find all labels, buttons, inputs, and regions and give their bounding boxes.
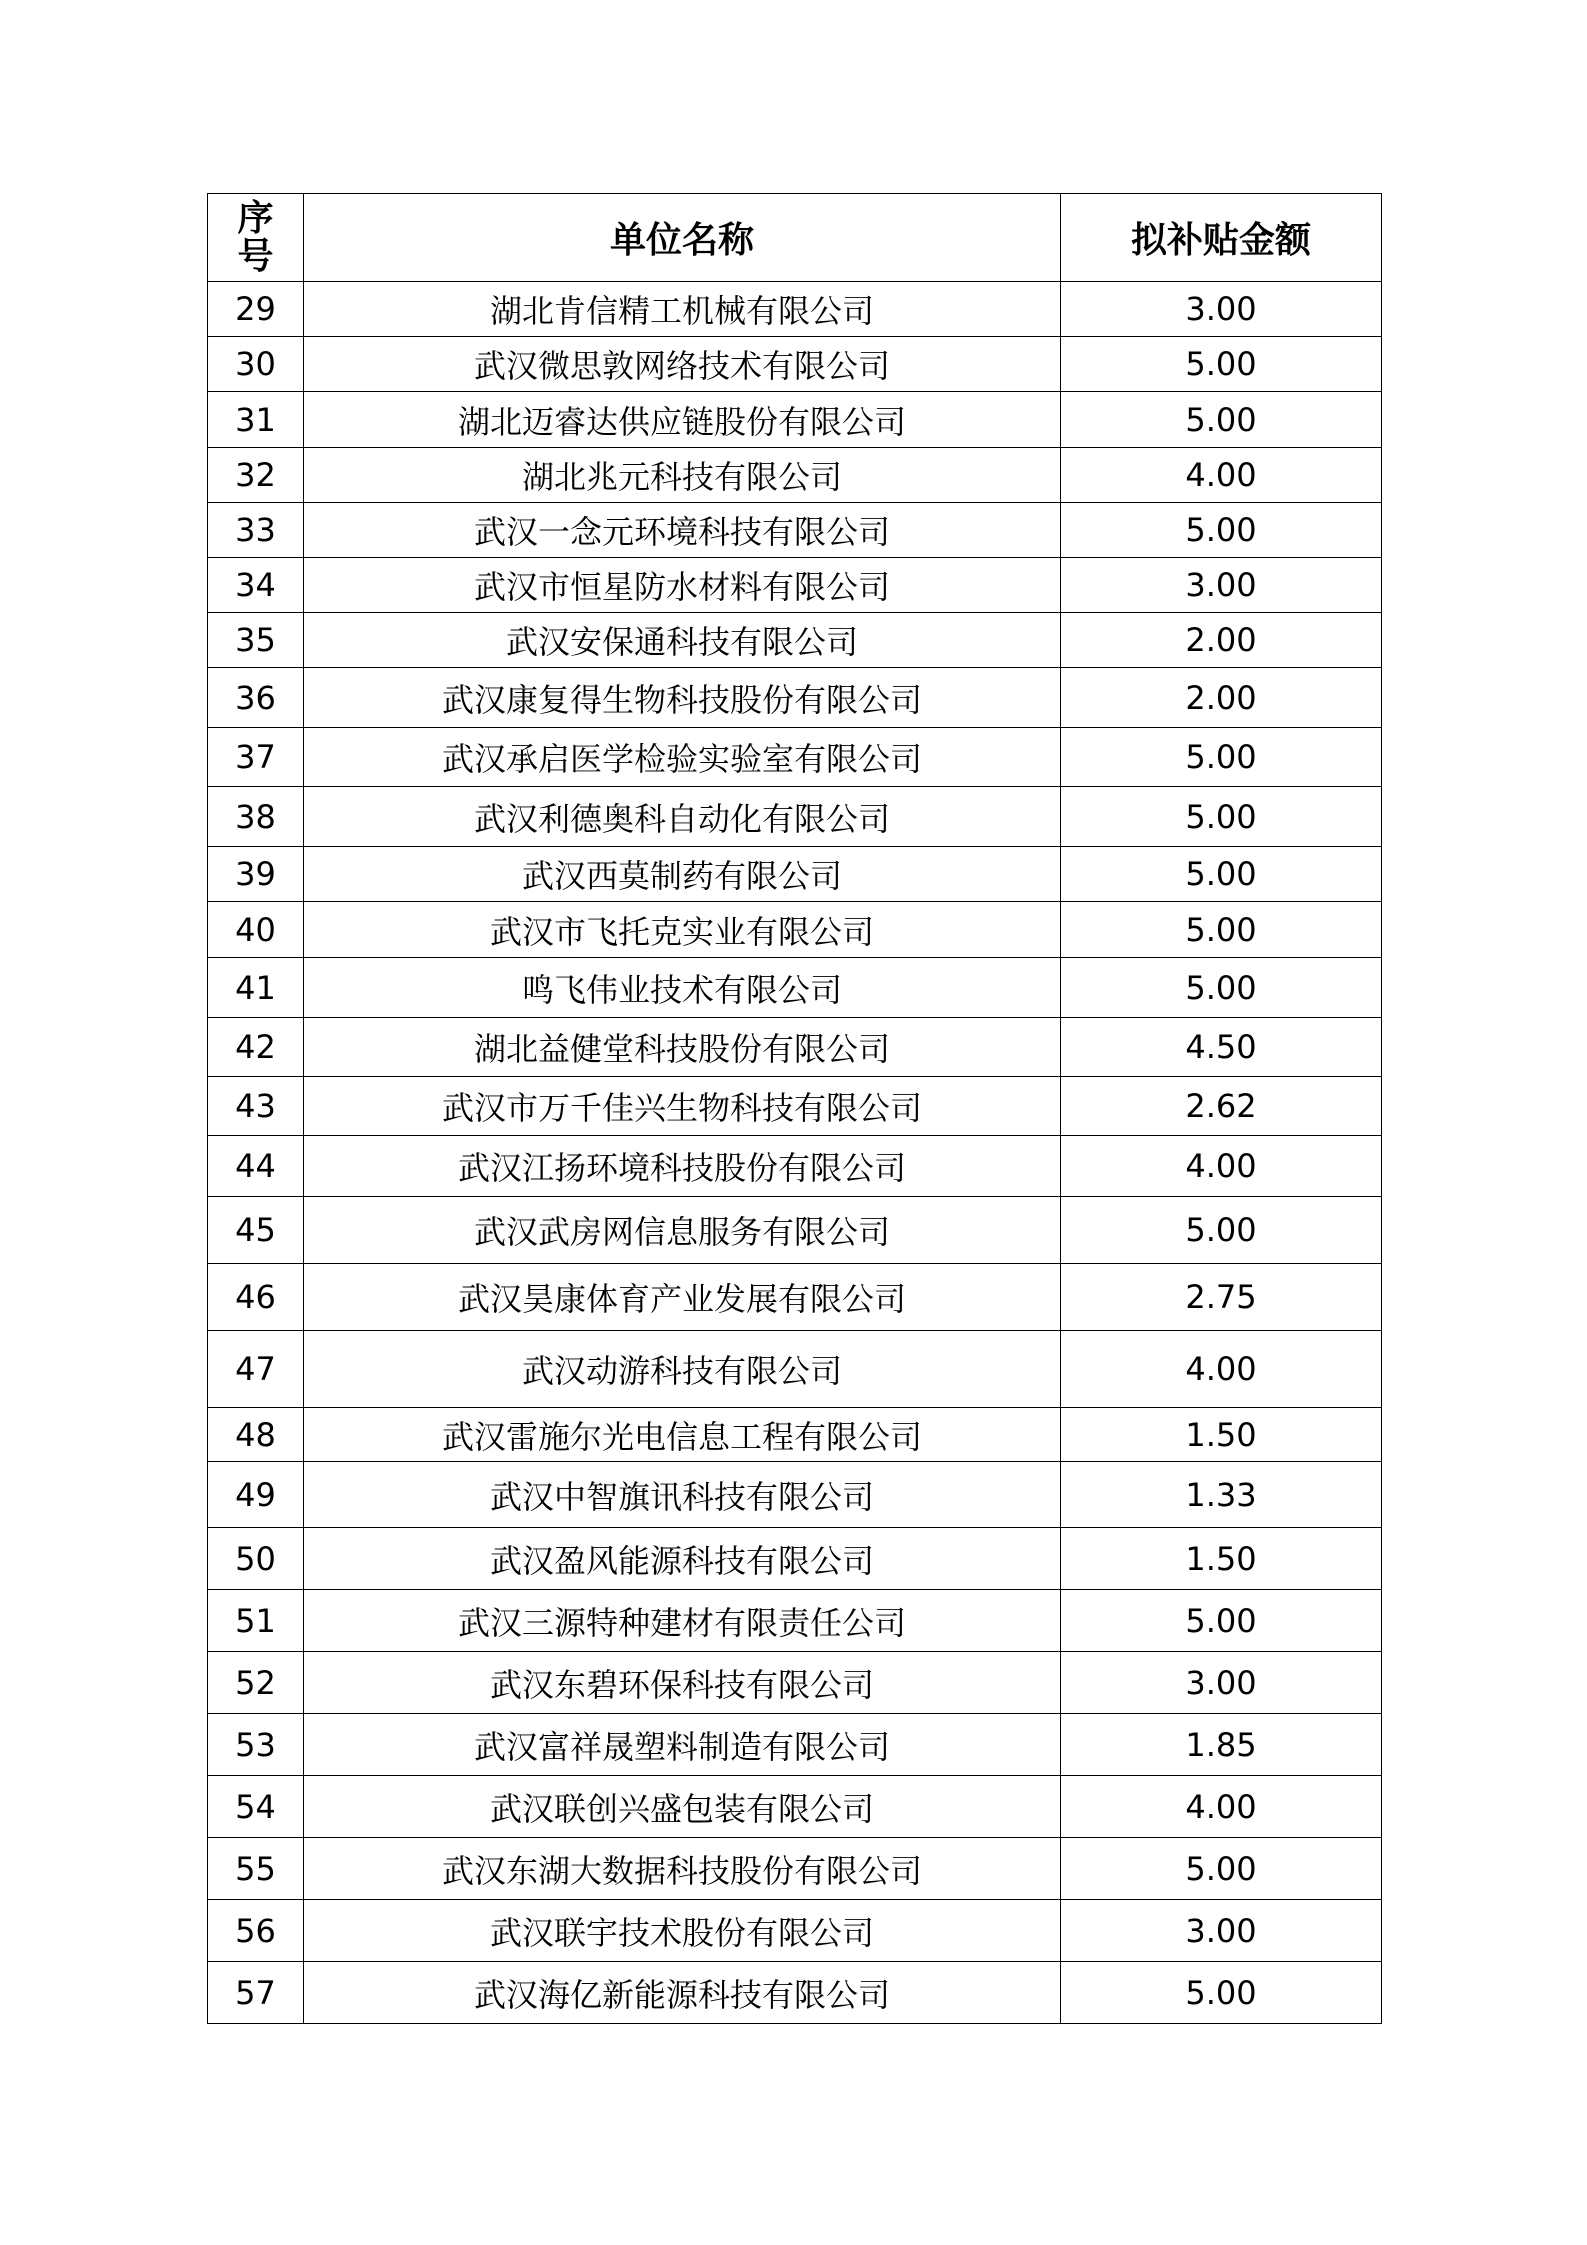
cell-amount: 4.00	[1061, 1136, 1382, 1197]
cell-company-name: 武汉江扬环境科技股份有限公司	[304, 1136, 1061, 1197]
cell-amount: 5.00	[1061, 1590, 1382, 1652]
cell-seq: 53	[208, 1714, 304, 1776]
table-row	[208, 503, 1382, 558]
cell-seq: 46	[208, 1264, 304, 1331]
cell-amount: 3.00	[1061, 1652, 1382, 1714]
cell-seq: 36	[208, 668, 304, 728]
table-row	[208, 1900, 1382, 1962]
header-seq-line2: 号	[237, 235, 274, 277]
cell-seq: 57	[208, 1962, 304, 2024]
cell-seq: 47	[208, 1331, 304, 1408]
cell-company-name: 武汉东碧环保科技有限公司	[304, 1652, 1061, 1714]
header-amount: 拟补贴金额	[1061, 194, 1382, 282]
cell-amount: 5.00	[1061, 958, 1382, 1018]
cell-seq: 31	[208, 392, 304, 448]
table-row	[208, 337, 1382, 392]
table-row	[208, 282, 1382, 337]
cell-company-name: 湖北益健堂科技股份有限公司	[304, 1018, 1061, 1077]
cell-amount: 2.00	[1061, 668, 1382, 728]
cell-company-name: 武汉盈风能源科技有限公司	[304, 1528, 1061, 1590]
cell-seq: 48	[208, 1408, 304, 1462]
cell-company-name: 武汉安保通科技有限公司	[304, 613, 1061, 668]
table-row	[208, 1714, 1382, 1776]
cell-company-name: 武汉三源特种建材有限责任公司	[304, 1590, 1061, 1652]
cell-seq: 43	[208, 1077, 304, 1136]
cell-amount: 5.00	[1061, 728, 1382, 787]
cell-company-name: 武汉承启医学检验实验室有限公司	[304, 728, 1061, 787]
cell-seq: 54	[208, 1776, 304, 1838]
table-row	[208, 448, 1382, 503]
cell-company-name: 武汉利德奥科自动化有限公司	[304, 787, 1061, 847]
cell-amount: 5.00	[1061, 902, 1382, 958]
cell-amount: 3.00	[1061, 558, 1382, 613]
cell-company-name: 武汉武房网信息服务有限公司	[304, 1197, 1061, 1264]
cell-seq: 49	[208, 1462, 304, 1528]
header-seq	[208, 194, 304, 282]
table-row	[208, 613, 1382, 668]
table-row	[208, 1462, 1382, 1528]
cell-amount: 5.00	[1061, 1838, 1382, 1900]
header-name: 单位名称	[304, 194, 1061, 282]
table-row	[208, 847, 1382, 902]
cell-company-name: 武汉西莫制药有限公司	[304, 847, 1061, 902]
cell-company-name: 武汉联创兴盛包装有限公司	[304, 1776, 1061, 1838]
cell-seq: 30	[208, 337, 304, 392]
cell-company-name: 武汉市万千佳兴生物科技有限公司	[304, 1077, 1061, 1136]
cell-amount: 5.00	[1061, 1197, 1382, 1264]
cell-company-name: 湖北兆元科技有限公司	[304, 448, 1061, 503]
cell-company-name: 武汉东湖大数据科技股份有限公司	[304, 1838, 1061, 1900]
cell-amount: 1.50	[1061, 1408, 1382, 1462]
cell-amount: 4.50	[1061, 1018, 1382, 1077]
table-row	[208, 1077, 1382, 1136]
cell-amount: 4.00	[1061, 1776, 1382, 1838]
cell-company-name: 武汉一念元环境科技有限公司	[304, 503, 1061, 558]
cell-seq: 44	[208, 1136, 304, 1197]
cell-amount: 5.00	[1061, 787, 1382, 847]
cell-seq: 39	[208, 847, 304, 902]
cell-company-name: 武汉市飞托克实业有限公司	[304, 902, 1061, 958]
table-row	[208, 1018, 1382, 1077]
cell-seq: 29	[208, 282, 304, 337]
table-row	[208, 728, 1382, 787]
cell-amount: 5.00	[1061, 847, 1382, 902]
cell-company-name: 武汉昊康体育产业发展有限公司	[304, 1264, 1061, 1331]
table-row	[208, 1331, 1382, 1408]
table-row	[208, 958, 1382, 1018]
cell-seq: 34	[208, 558, 304, 613]
cell-seq: 52	[208, 1652, 304, 1714]
cell-seq: 38	[208, 787, 304, 847]
table-row	[208, 1136, 1382, 1197]
cell-seq: 41	[208, 958, 304, 1018]
cell-company-name: 武汉市恒星防水材料有限公司	[304, 558, 1061, 613]
cell-company-name: 武汉动游科技有限公司	[304, 1331, 1061, 1408]
cell-company-name: 武汉中智旗讯科技有限公司	[304, 1462, 1061, 1528]
cell-amount: 2.62	[1061, 1077, 1382, 1136]
cell-seq: 50	[208, 1528, 304, 1590]
header-seq-line1: 序	[237, 197, 274, 239]
cell-amount: 3.00	[1061, 282, 1382, 337]
table-row	[208, 392, 1382, 448]
cell-seq: 37	[208, 728, 304, 787]
cell-company-name: 武汉海亿新能源科技有限公司	[304, 1962, 1061, 2024]
cell-company-name: 武汉富祥晟塑料制造有限公司	[304, 1714, 1061, 1776]
cell-amount: 1.33	[1061, 1462, 1382, 1528]
cell-seq: 35	[208, 613, 304, 668]
table-row	[208, 787, 1382, 847]
cell-company-name: 武汉雷施尔光电信息工程有限公司	[304, 1408, 1061, 1462]
table-row	[208, 1264, 1382, 1331]
cell-seq: 40	[208, 902, 304, 958]
table-row	[208, 1590, 1382, 1652]
subsidy-table	[207, 193, 1382, 2024]
cell-seq: 55	[208, 1838, 304, 1900]
table-row	[208, 1528, 1382, 1590]
cell-amount: 3.00	[1061, 1900, 1382, 1962]
table-body	[208, 282, 1382, 2024]
cell-amount: 5.00	[1061, 392, 1382, 448]
cell-company-name: 鸣飞伟业技术有限公司	[304, 958, 1061, 1018]
cell-amount: 5.00	[1061, 1962, 1382, 2024]
table-row	[208, 1962, 1382, 2024]
table-row	[208, 668, 1382, 728]
cell-company-name: 湖北肯信精工机械有限公司	[304, 282, 1061, 337]
cell-seq: 45	[208, 1197, 304, 1264]
cell-amount: 1.50	[1061, 1528, 1382, 1590]
table-row	[208, 1652, 1382, 1714]
table-row	[208, 902, 1382, 958]
cell-amount: 5.00	[1061, 503, 1382, 558]
cell-amount: 2.00	[1061, 613, 1382, 668]
cell-company-name: 武汉联宇技术股份有限公司	[304, 1900, 1061, 1962]
cell-company-name: 湖北迈睿达供应链股份有限公司	[304, 392, 1061, 448]
cell-amount: 5.00	[1061, 337, 1382, 392]
table-row	[208, 1408, 1382, 1462]
cell-amount: 2.75	[1061, 1264, 1382, 1331]
cell-seq: 32	[208, 448, 304, 503]
cell-seq: 33	[208, 503, 304, 558]
cell-seq: 56	[208, 1900, 304, 1962]
table-row	[208, 1197, 1382, 1264]
cell-amount: 1.85	[1061, 1714, 1382, 1776]
cell-amount: 4.00	[1061, 448, 1382, 503]
table-row	[208, 558, 1382, 613]
table-row	[208, 1838, 1382, 1900]
cell-seq: 51	[208, 1590, 304, 1652]
table-header-row	[208, 194, 1382, 282]
cell-seq: 42	[208, 1018, 304, 1077]
cell-company-name: 武汉康复得生物科技股份有限公司	[304, 668, 1061, 728]
cell-amount: 4.00	[1061, 1331, 1382, 1408]
table-row	[208, 1776, 1382, 1838]
cell-company-name: 武汉微思敦网络技术有限公司	[304, 337, 1061, 392]
